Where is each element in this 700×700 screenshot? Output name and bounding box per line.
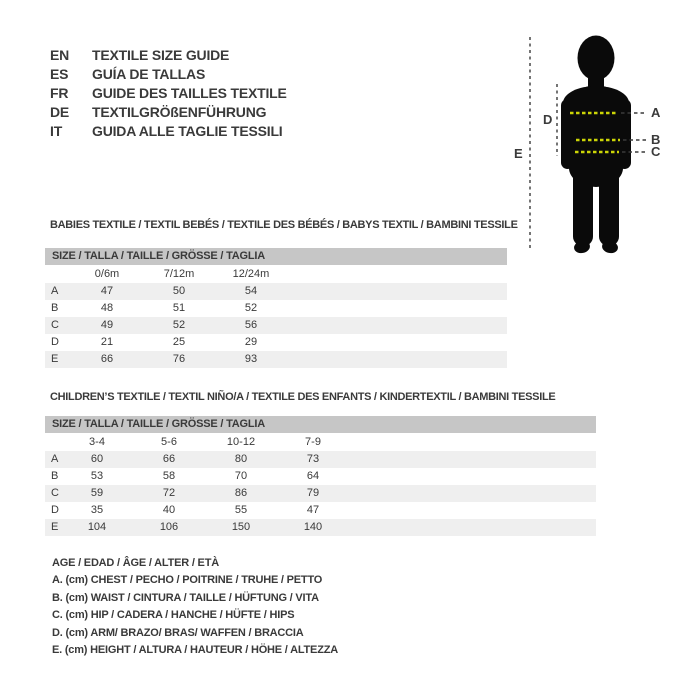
language-row-it [50,122,287,141]
measure-label-hip: C [651,144,661,159]
table-row [45,283,507,300]
size-column-label: 7-9 [305,436,321,448]
row-label: C [51,487,59,499]
table-row [45,519,596,536]
size-column-label: 3-4 [89,436,105,448]
cell-value: 47 [100,285,114,297]
row-label: B [51,470,59,482]
language-code: EN [50,47,70,63]
measurement-figure [500,20,700,260]
cell-value: 56 [244,319,258,331]
cell-value: 150 [231,521,251,533]
babies-table-title: BABIES TEXTILE / TEXTIL BEBÉS / TEXTILE DES BÉBÉS / BABYS TEXTIL / BAMBINI TESSILE [50,219,518,231]
language-title: TEXTILGRÖßENFÜHRUNG [92,104,267,120]
legend-age: AGE / EDAD / ÂGE / ALTER / ETÀ [52,557,219,569]
legend-waist: B. (cm) WAIST / CINTURA / TAILLE / HÜFTUNG / VITA [52,591,319,604]
cell-value: 140 [303,521,323,533]
row-label: C [51,319,59,331]
table-row [45,451,596,468]
language-row-es [50,65,287,84]
cell-value: 58 [162,470,176,482]
cell-value: 106 [159,521,179,533]
language-row-en [50,46,287,65]
cell-value: 80 [234,453,248,465]
cell-value: 35 [90,504,104,516]
cell-value: 40 [162,504,176,516]
cell-value: 73 [306,453,320,465]
size-column-label: 10-12 [226,436,256,448]
size-columns-row [45,433,596,451]
language-code: FR [50,85,69,101]
legend-arm: D. (cm) ARM/ BRAZO/ BRAS/ WAFFEN / BRACCIA [52,626,304,639]
table-row [45,300,507,317]
cell-value: 76 [172,353,186,365]
row-label: A [51,285,59,297]
cell-value: 25 [172,336,186,348]
size-column-label: 0/6m [94,268,120,280]
language-title: GUÍA DE TALLAS [92,66,206,82]
table-row [45,334,507,351]
empty-cell [45,433,61,451]
cell-value: 54 [244,285,258,297]
language-code: DE [50,104,70,120]
language-row-de [50,103,287,122]
cell-value: 93 [244,353,258,365]
legend-hip: C. (cm) HIP / CADERA / HANCHE / HÜFTE / HIPS [52,609,295,622]
cell-value: 60 [90,453,104,465]
cell-value: 47 [306,504,320,516]
size-column-label: 12/24m [232,268,270,280]
size-column-label: 5-6 [161,436,177,448]
cell-value: 51 [172,302,186,314]
measure-label-height: E [514,146,523,161]
cell-value: 79 [306,487,320,499]
cell-value: 72 [162,487,176,499]
measure-label-chest: A [651,105,661,120]
size-header-bar: SIZE / TALLA / TAILLE / GRÖSSE / TAGLIA [45,248,507,265]
cell-value: 104 [87,521,107,533]
table-row [45,351,507,368]
language-code: IT [50,123,63,139]
cell-value: 50 [172,285,186,297]
cell-value: 48 [100,302,114,314]
size-column-label: 7/12m [163,268,195,280]
cell-value: 59 [90,487,104,499]
children-table-title: CHILDREN’S TEXTILE / TEXTIL NIÑO/A / TEXTILE DES ENFANTS / KINDERTEXTIL / BAMBINI TESSILE [50,391,556,403]
language-title: TEXTILE SIZE GUIDE [92,47,230,63]
cell-value: 52 [172,319,186,331]
measurement-legend [52,555,338,659]
cell-value: 64 [306,470,320,482]
row-label: A [51,453,59,465]
child-silhouette-graphic [500,20,700,260]
table-row [45,485,596,502]
child-silhouette [561,36,631,255]
legend-height: E. (cm) HEIGHT / ALTURA / HAUTEUR / HÖHE / ALTEZZA [52,643,338,656]
cell-value: 70 [234,470,248,482]
cell-value: 66 [100,353,114,365]
size-columns-row [45,265,507,283]
cell-value: 55 [234,504,248,516]
language-title-block [50,46,287,141]
measure-label-arm: D [543,112,553,127]
row-label: D [51,504,59,516]
babies-size-table [45,248,507,368]
table-row [45,468,596,485]
language-title: GUIDE DES TAILLES TEXTILE [92,85,287,101]
table-row [45,317,507,334]
empty-cell [45,265,71,283]
cell-value: 86 [234,487,248,499]
measure-label-waist: B [651,132,661,147]
children-size-table [45,416,596,536]
row-label: B [51,302,59,314]
size-header-bar: SIZE / TALLA / TAILLE / GRÖSSE / TAGLIA [45,416,596,433]
cell-value: 49 [100,319,114,331]
language-title: GUIDA ALLE TAGLIE TESSILI [92,123,283,139]
row-label: E [51,353,59,365]
row-label: D [51,336,59,348]
row-label: E [51,521,59,533]
language-row-fr [50,84,287,103]
legend-chest: A. (cm) CHEST / PECHO / POITRINE / TRUHE / PETTO [52,574,323,587]
language-code: ES [50,66,69,82]
cell-value: 66 [162,453,176,465]
table-row [45,502,596,519]
cell-value: 53 [90,470,104,482]
cell-value: 52 [244,302,258,314]
cell-value: 21 [100,336,114,348]
cell-value: 29 [244,336,258,348]
